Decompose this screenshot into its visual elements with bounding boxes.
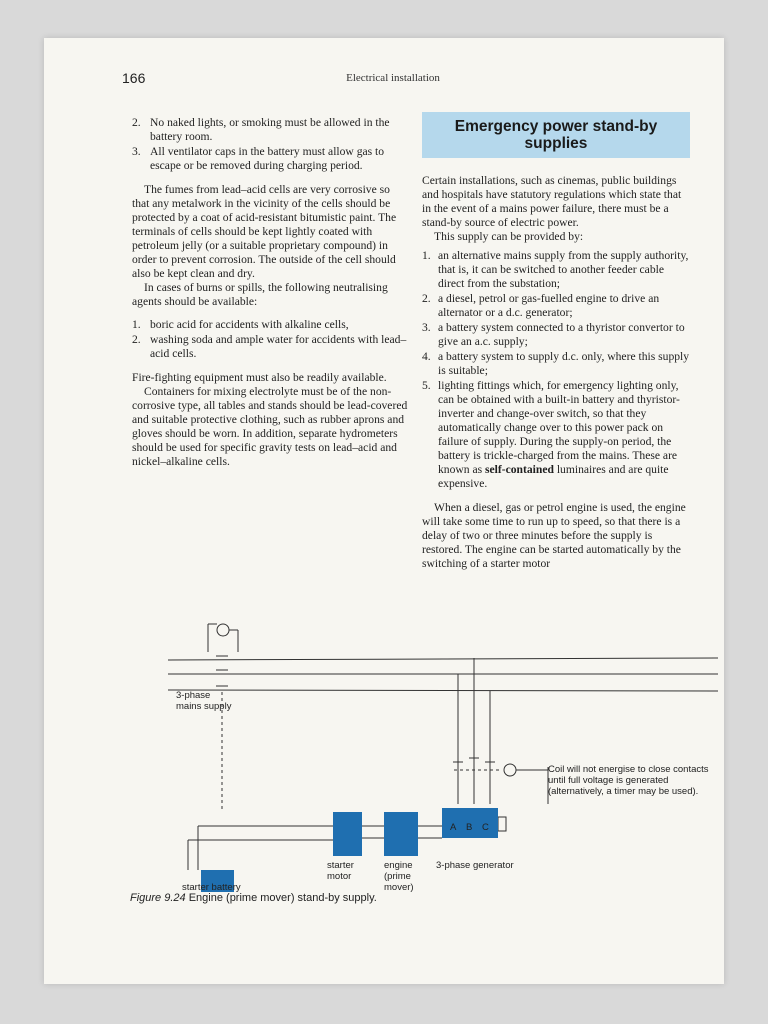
- list-number: 2.: [132, 333, 141, 346]
- phase-label-a: A: [450, 822, 457, 833]
- paragraph-containers: Containers for mixing electrolyte must be of the non-corrosive type, all tables and stands should be lead-covered and suitable protective clothing, such as rubber aprons and gloves should be worn. In addition, separate hydrometers should be used for specific gravity tests on lead–acid and nickel–alkaline cells.: [132, 385, 408, 468]
- list-text: a diesel, petrol or gas-fuelled engine to drive an alternator or a d.c. generator;: [438, 292, 660, 319]
- list-text-before: lighting fittings which, for emergency lighting only, can be obtained with a built-in battery and thyristor-inverter and change-over switch, so that they automatically change over to this power pack on failure of supply. During the supply-on period, the battery is trickle-charged from the mains. These are known as: [438, 379, 680, 476]
- page-number: 166: [122, 70, 146, 86]
- generator-exciter: [498, 817, 506, 831]
- label-starter-motor: starter motor: [327, 860, 354, 882]
- label-engine: engine (prime mover): [384, 860, 414, 893]
- phase-line-3: [168, 690, 718, 691]
- list-item: [422, 379, 690, 491]
- list-number: 2.: [132, 116, 141, 129]
- paragraph-fumes: The fumes from lead–acid cells are very corrosive so that any metalwork in the vicinity of the cells should be protected by a coat of acid-resistant bitumistic paint. The terminals of cells should be kept lightly coated with petroleum jelly (or a suitable proprietary compound) in order to prevent corrosion. The outside of the cell should also be kept clean and dry.: [132, 183, 397, 280]
- list-number: 4.: [422, 350, 431, 363]
- book-page: [44, 38, 724, 984]
- list-text: All ventilator caps in the battery must allow gas to escape or be removed during charging period.: [150, 145, 385, 172]
- list-number: 3.: [422, 321, 431, 334]
- running-head: Electrical installation: [346, 72, 440, 84]
- list-item: [422, 350, 690, 378]
- label-mains-supply: 3-phase mains supply: [176, 690, 232, 712]
- list-text-bold: self-contained: [485, 463, 554, 476]
- engine-box: [384, 812, 418, 856]
- list-item: [132, 145, 408, 173]
- list-text: boric acid for accidents with alkaline cells,: [150, 318, 349, 331]
- list-item: [422, 292, 690, 320]
- paragraph-burns: In cases of burns or spills, the following neutralising agents should be available:: [132, 281, 388, 308]
- list-text-after: luminaires and are quite expensive.: [438, 463, 669, 490]
- list-number: 2.: [422, 292, 431, 305]
- phase-label-b: B: [466, 822, 473, 833]
- label-coil: Coil will not energise to close contacts until full voltage is generated (alternatively, a timer may be used).: [548, 764, 709, 797]
- label-starter-battery: starter battery: [182, 882, 241, 893]
- paragraph-engine: When a diesel, gas or petrol engine is used, the engine will take some time to run up to speed, so that there is a delay of two or three minutes before the supply is restored. The engine can be started automatically by the switching of a starter motor: [422, 501, 686, 570]
- list-number: 1.: [132, 318, 141, 331]
- list-text: an alternative mains supply from the supply authority, that is, it can be switched to another feeder cable direct from the substation;: [438, 249, 689, 290]
- figure-diagram: [128, 612, 728, 892]
- paragraph-intro: Certain installations, such as cinemas, public buildings and hospitals have statutory regulations which state that in the event of a mains power failure, there must be a stand-by source of electric power.: [422, 174, 682, 229]
- list-item: [132, 333, 408, 361]
- list-text: washing soda and ample water for accidents with lead–acid cells.: [150, 333, 407, 360]
- figure-caption: [130, 892, 377, 904]
- caption-text: Engine (prime mover) stand-by supply.: [188, 892, 377, 904]
- list-number: 5.: [422, 379, 431, 392]
- right-column: [422, 112, 690, 571]
- list-text: a battery system to supply d.c. only, where this supply is suitable;: [438, 350, 690, 377]
- list-item: [132, 116, 408, 144]
- paragraph-fire: Fire-fighting equipment must also be readily available.: [132, 371, 387, 384]
- list-text: a battery system connected to a thyristor convertor to give an a.c. supply;: [438, 321, 685, 348]
- coil-icon: [504, 764, 516, 776]
- left-column: [132, 116, 408, 469]
- caption-prefix: Figure 9.24: [130, 892, 186, 904]
- phase-line-1: [168, 658, 718, 660]
- section-heading: Emergency power stand-by supplies: [422, 112, 690, 158]
- list-number: 1.: [422, 249, 431, 262]
- list-number: 3.: [132, 145, 141, 158]
- page-header: [122, 70, 664, 90]
- phase-label-c: C: [482, 822, 489, 833]
- circuit-diagram: [128, 612, 728, 892]
- paragraph-intro2: This supply can be provided by:: [434, 230, 584, 243]
- list-item: [422, 249, 690, 291]
- label-generator: 3-phase generator: [436, 860, 514, 871]
- list-text: No naked lights, or smoking must be allowed in the battery room.: [150, 116, 390, 143]
- starter-motor-box: [333, 812, 362, 856]
- list-item: [132, 318, 408, 332]
- list-item: [422, 321, 690, 349]
- mains-coil-icon: [217, 624, 229, 636]
